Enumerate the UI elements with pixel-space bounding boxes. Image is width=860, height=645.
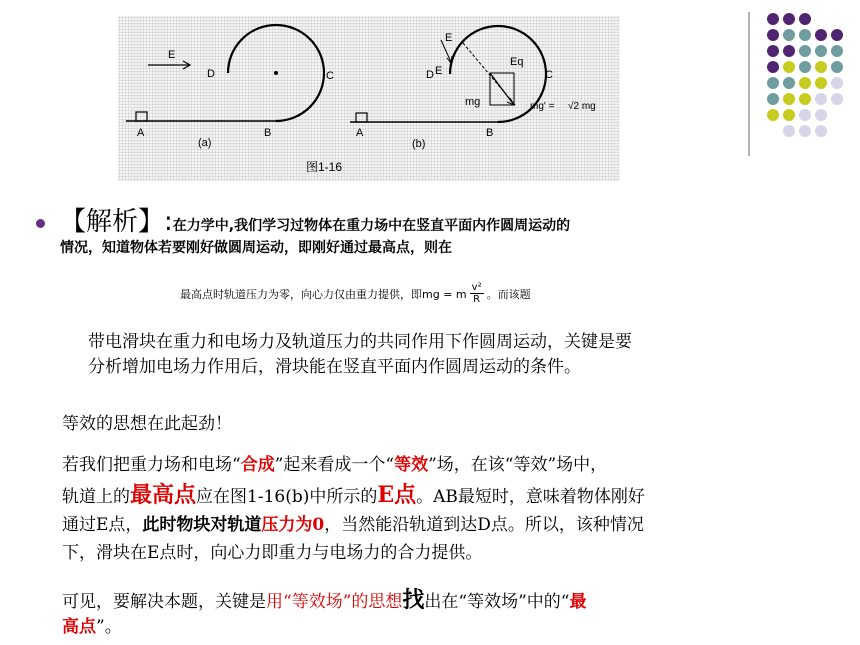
- dot-matrix: [767, 13, 843, 137]
- label-mg-b: mg: [465, 96, 481, 108]
- label-E-a: E: [168, 49, 176, 61]
- para4-l3-d: ，当然能沿轨道到达D点。所以，该种情况: [324, 515, 644, 535]
- para5-l1-a: 可见，要解决本题，关键是: [62, 592, 266, 612]
- para4-line-1: [62, 450, 607, 475]
- para4-l1-e: ”场，在该“等效”场中，: [428, 455, 608, 475]
- formula-denominator: R: [473, 294, 481, 305]
- analysis-line-1: [60, 201, 570, 238]
- formula-prefix: 最高点时轨道压力为零，向心力仅由重力提供，即mg = m: [180, 287, 467, 301]
- label-C-a: C: [326, 70, 334, 82]
- bullet-point: [36, 219, 45, 228]
- label-C-b: C: [545, 69, 553, 81]
- label-sqrt2mg-b: √2 mg: [568, 101, 596, 112]
- para4-l2-a: 轨道上的: [62, 487, 130, 507]
- label-D-b: D: [426, 69, 434, 81]
- para4-l2-e: 。AB最短时，意味着物体刚好: [416, 487, 645, 507]
- label-B-a: B: [264, 127, 272, 139]
- para5-l2-b: ”。: [96, 617, 122, 637]
- highlight-zui: 最: [569, 592, 587, 612]
- para3: 等效的思想在此起劲！: [62, 414, 232, 434]
- highlight-zhao: 找: [402, 587, 425, 613]
- highlight-gaodian: 高点: [62, 617, 96, 637]
- para2-line-2: 分析增加电场力作用后，滑块能在竖直平面内作圆周运动的条件。: [88, 357, 581, 377]
- para5-line-1: [62, 583, 586, 614]
- center-dot-a: [274, 71, 278, 75]
- para4-l1-c: ”起来看成一个“: [274, 455, 395, 475]
- highlight-dengxiao: 等效: [394, 455, 429, 475]
- analysis-colon: :: [164, 207, 173, 237]
- label-D-a: D: [207, 68, 215, 80]
- label-E-field-b: E: [435, 65, 443, 77]
- label-sub-a: (a): [198, 137, 212, 149]
- label-B-b: B: [486, 127, 494, 139]
- highlight-e-point: E点: [377, 482, 417, 508]
- para4-l2-c: 应在图1-16(b)中所示的: [196, 487, 378, 507]
- para4-line-4: 下，滑块在E点时，向心力即重力与电场力的合力提供。: [62, 543, 483, 563]
- para5-l1-d: 出在“等效场”中的“: [424, 592, 570, 612]
- figure-1-16: [118, 16, 620, 181]
- figure-caption: 图1-16: [306, 160, 343, 174]
- formula-line: [180, 282, 531, 305]
- para4-line-3: [62, 510, 644, 535]
- analysis-heading: 【解析】: [60, 207, 165, 237]
- figure-svg: [118, 16, 620, 181]
- formula-fraction: [470, 282, 484, 305]
- para2-line-1: 带电滑块在重力和电场力及轨道压力的共同作用下作圆周运动，关键是要: [88, 332, 632, 352]
- formula-suffix: 。而该题: [486, 287, 531, 301]
- label-Eq-b: Eq: [510, 56, 524, 68]
- resultant-arrowhead-b: [507, 98, 514, 105]
- highlight-hecheng: 合成: [240, 455, 275, 475]
- block-a: [136, 112, 147, 121]
- label-E-point-b: E: [445, 32, 453, 44]
- highlight-equivalent-field-idea: 用“等效场”的思想: [266, 592, 403, 612]
- resultant-force-b: [490, 73, 514, 105]
- highlight-zuigaodian: 最高点: [130, 482, 197, 508]
- analysis-line-1-text: 在力学中,我们学习过物体在重力场中在竖直平面内作圆周运动的: [172, 218, 571, 234]
- para4-l1-a: 若我们把重力场和电场“: [62, 455, 241, 475]
- label-A-b: A: [356, 127, 364, 139]
- formula-numerator: v²: [471, 282, 482, 293]
- para4-l3-b: 此时物块对轨道: [142, 515, 262, 535]
- label-A-a: A: [137, 127, 145, 139]
- label-mg-prime-b: mg' =: [530, 101, 555, 112]
- analysis-line-2: 情况，知道物体若要刚好做圆周运动，即刚好通过最高点，则在: [60, 240, 452, 256]
- para5-line-2: [62, 612, 122, 637]
- block-b: [356, 113, 367, 122]
- para4-l3-a: 通过E点，: [62, 515, 143, 535]
- decorative-dot-grid: [745, 8, 860, 158]
- para4-line-2: [62, 478, 645, 509]
- highlight-pressure-zero: 压力为0: [261, 515, 325, 535]
- label-sub-b: (b): [412, 138, 426, 150]
